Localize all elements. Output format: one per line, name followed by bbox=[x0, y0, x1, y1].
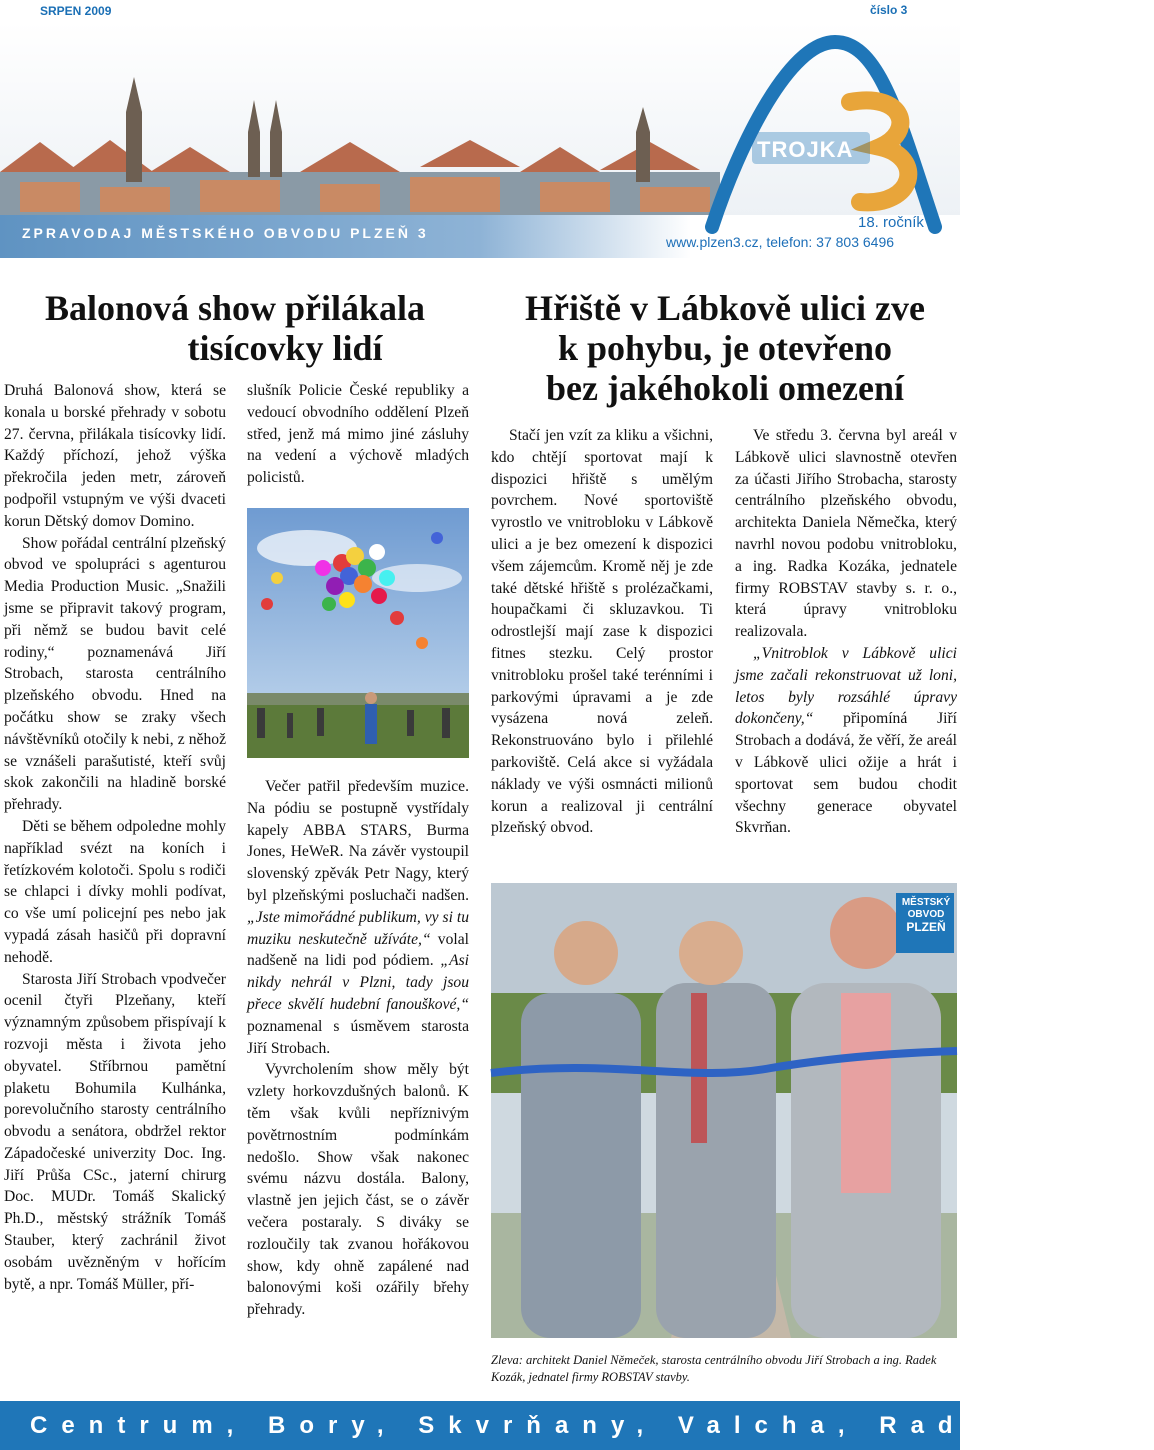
sign-line: MĚSTSKÝ bbox=[901, 897, 951, 908]
quote: „Vnitroblok v Lábkově ulici jsme začali rekonstruovat už loni, letos byly rozsáhlé úpravy dokončeny,“ bbox=[735, 644, 957, 728]
headline-balloon-show bbox=[20, 288, 450, 368]
paragraph: Show pořádal centrální plzeňský obvod ve spolupráci s agenturou Media Production Music. „Snažili jsme se připravit takový program, při němž se budou bavit celé rodiny,“ poznamenává Jiří Strobach, starosta centrálního plzeňského obvodu. Hned na počátku show se zraky všech návštěvníků otočily k nebi, z něhož se vznášeli parašutisté, kteří svůj skok zakončili na hladině borské přehrady. bbox=[4, 534, 226, 814]
paragraph-text: připomíná Jiří Strobach a dodává, že věří, že areál v Lábkově ulici ožije a hrát i sportovat sem budou chodit všechny generace obyvatel Skvrňan. bbox=[735, 710, 957, 837]
trojka-logo: TROJKA bbox=[757, 137, 854, 162]
article-column-4 bbox=[735, 425, 957, 839]
sign-line: PLZEŇ bbox=[906, 920, 946, 934]
paragraph: Starosta Jiří Strobach vpodvečer ocenil čtyři Plzeňany, kteří významným způsobem přispívají k rozvoji města i života jeho obyvatel. Stříbrnou pamětní plaketu Bohumila Kulhánka, porevolučního starosty centrálního obvodu a senátora, obdržel rektor Západočeské univerzity Doc. Ing. Jiří Průša CSc., jaterní chirurg Doc. MUDr. Tomáš Skalický Ph.D., městský strážník Tomáš Stauber, který zachránil život osobám uvězněným v hořícím bytě, a npr. Tomáš Müller, pří- bbox=[4, 970, 226, 1293]
footer-districts: Centrum, Bory, Skvrňany, Valcha, Radobyčice bbox=[30, 1412, 1154, 1439]
headline-line: k pohybu, je otevřeno bbox=[557, 328, 893, 368]
paragraph-text: volal nadšeně na lidi pod pódiem. bbox=[247, 930, 469, 970]
sign-line: OBVOD bbox=[907, 909, 945, 920]
paragraph-text: poznamenal s úsměvem starosta Jiří Strobach. bbox=[247, 1017, 469, 1057]
photo-sign bbox=[898, 897, 954, 933]
headline-line: tisícovky lidí bbox=[187, 328, 383, 368]
volume-label: 18. ročník bbox=[858, 214, 924, 231]
headline-playground bbox=[490, 288, 960, 408]
article-column-1 bbox=[4, 380, 226, 1295]
paragraph: Děti se během odpoledne mohly například svézt na koních i řetízkovém kolotoči. Spolu s rodiči se chlapci i dívky mohli podívat, co vše umí policejní pes nebo jak vypadá zásah hasičů při dopravní nehodě. bbox=[4, 817, 226, 966]
photo-caption: Zleva: architekt Daniel Němeček, starosta centrálního obvodu Jiří Strobach a ing. Radek Kozák, jednatel firmy ROBSTAV stavby. bbox=[491, 1353, 937, 1384]
masthead-tagline: ZPRAVODAJ MĚSTSKÉHO OBVODU PLZEŇ 3 bbox=[22, 225, 429, 241]
contact-line: www.plzen3.cz, telefon: 37 803 6496 bbox=[666, 234, 895, 250]
issue-month: SRPEN 2009 bbox=[40, 4, 112, 18]
balloon-photo bbox=[247, 508, 469, 758]
paragraph: Vyvrcholením show měly být vzlety horkovzdušných balonů. K těm však kvůli nepříznivým povětrnostním podmínkám nedošlo. Show však nakonec svému názvu dostála. Balony, vlastně jen jejich část, se o závěr večera postaraly. S diváky se rozloučily tak zvanou hořákovou show, kdy ohně zapálené nad balonovými koši ozářily břehy přehrady. bbox=[247, 1061, 469, 1319]
paragraph: Druhá Balonová show, která se konala u borské přehrady v sobotu 27. června, přilákala tisícovky lidí. Každý příchozí, jehož výška překročila jeden metr, zároveň podpořil vstupným ve výši dvaceti korun Dětský domov Domino. bbox=[4, 382, 226, 530]
paragraph bbox=[247, 776, 469, 1059]
headline-line: bez jakéhokoli omezení bbox=[546, 368, 904, 408]
top-bar bbox=[0, 0, 960, 22]
paragraph: Stačí jen vzít za kliku a všichni, kdo chtějí sportovat mají k dispozici hřiště s umělým povrchem. Nové sportoviště vyrostlo ve vnitrobloku v Lábkově ulici a je bez omezení k dispozici všem zájemcům. Kromě něj je zde také dětské hřiště s prolézačkami, houpačkami či skluzavkou. Ti odrostlejší mají zase k dispozici fitnes stezku. Celý prostor vnitrobloku prošel také terénními i parkovými úpravami a je zde vysázena nová zeleň. Rekonstruováno bylo i přilehlé parkoviště. Celá akce si vyžádala náklady ve výši osmnácti milionů korun a realizoval ji centrální plzeňský obvod. bbox=[491, 427, 713, 837]
issue-number: číslo 3 bbox=[870, 3, 908, 17]
quote: „Asi nikdy nehrál v Plzni, tady jsou přece skvělí hudební fanouškové,“ bbox=[247, 952, 469, 1013]
paragraph: Ve středu 3. června byl areál v Lábkově ulici slavnostně otevřen za účasti Jiřího Strobacha, starosty centrálního plzeňského obvodu, architekta Daniela Němečka, který navrhl novou podobu vnitrobloku, a ing. Radka Kozáka, jednatele firmy ROBSTAV stavby s. r. o., která úpravy vnitrobloku realizovala. bbox=[735, 427, 957, 641]
article-column-2-bottom bbox=[247, 776, 469, 1321]
paragraph-text: Večer patřil především muzice. Na pódiu se postupně vystřídaly kapely ABBA STARS, Burma Jones, HeWeR. Na závěr vystoupil slovenský zpěvák Petr Nagy, který byl plzeňskými posluchači nadšen. bbox=[247, 778, 469, 904]
article-column-3 bbox=[491, 425, 713, 839]
headline-line: Hřiště v Lábkově ulici zve bbox=[525, 288, 925, 328]
ribbon-cutting-photo bbox=[491, 883, 957, 1338]
quote: „Jste mimořádné publikum, vy si tu muziku neskutečně užíváte,“ bbox=[247, 908, 469, 948]
headline-line: Balonová show přilákala bbox=[44, 288, 426, 328]
article-column-2-top bbox=[247, 380, 469, 489]
paragraph: slušník Policie České republiky a vedoucí obvodního oddělení Plzeň střed, jenž má mimo jiné zásluhy na vedení a výchově mladých policistů. bbox=[247, 382, 469, 487]
paragraph bbox=[735, 643, 957, 839]
